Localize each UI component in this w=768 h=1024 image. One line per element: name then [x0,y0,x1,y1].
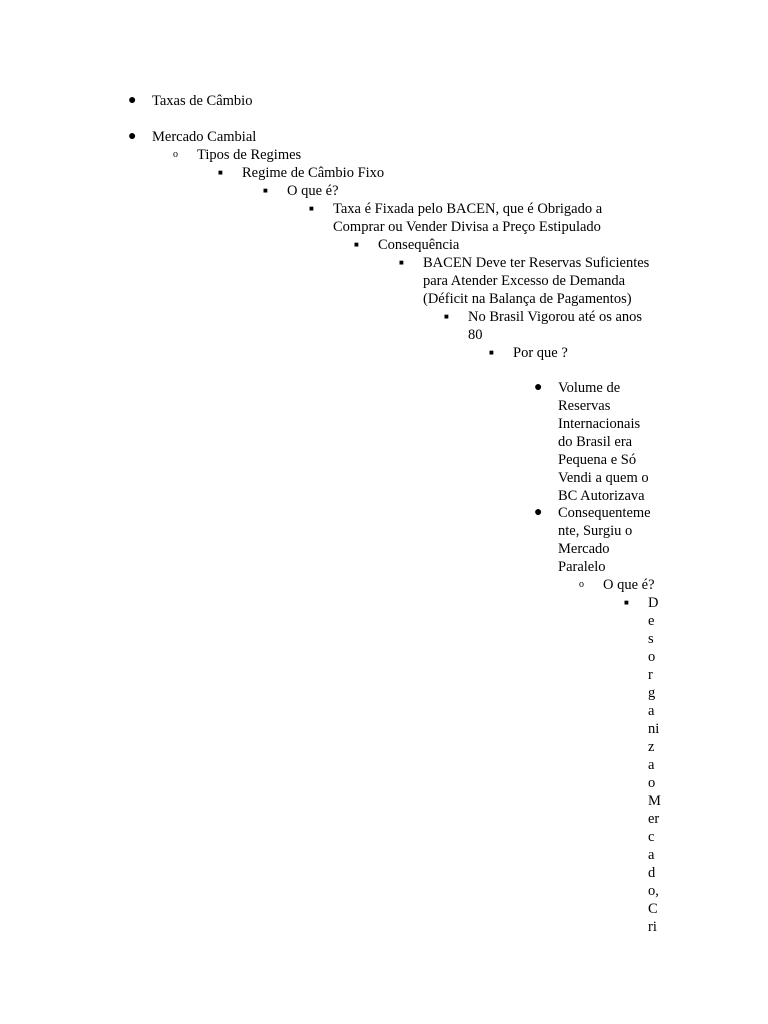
bullet-square-icon: ■ [218,168,223,177]
list-item-text: Consequência [378,237,460,253]
list-item-text: Regime de Câmbio Fixo [242,165,385,181]
list-item-text: O que é? [603,577,655,593]
list-item-level-1 [128,128,257,146]
list-item-level-5 [309,200,603,236]
list-item-text: Mercado Cambial [152,129,257,145]
list-item-text: No Brasil Vigorou até os anos 80 [468,309,643,343]
bullet-square-icon: ■ [489,348,494,357]
list-item-level-2 [173,146,302,164]
bullet-square-icon: ■ [444,312,449,321]
bullet-square-icon: ■ [399,258,404,267]
list-item-level-11 [579,576,655,594]
bullet-circle-icon: o [173,149,178,160]
list-item-level-10 [534,504,651,576]
list-item-text: Por que ? [513,345,568,361]
list-item-text: Volume de Reservas Internacionais do Brasil era Pequena e Só Vendi a quem o BC Autorizava [558,380,649,504]
bullet-square-icon: ■ [309,204,314,213]
list-item-text: Consequenteme nte, Surgiu o Mercado Paralelo [558,505,651,575]
list-item-text: D e s o r g a ni z a o M er c a d o, C ri [648,595,661,935]
list-item-level-1 [128,92,253,110]
bullet-square-icon: ■ [354,240,359,249]
list-item-level-9 [489,344,568,362]
list-item-text: Tipos de Regimes [197,147,302,163]
list-item-level-8 [444,308,643,344]
list-item-level-12 [624,594,661,936]
bullet-disc-icon: ● [128,129,137,144]
list-item-text: O que é? [287,183,339,199]
list-item-level-6 [354,236,460,254]
list-item-level-7 [399,254,650,308]
bullet-circle-icon: o [579,579,584,590]
list-item-level-3 [218,164,385,182]
list-item-level-4 [263,182,339,200]
bullet-square-icon: ■ [263,186,268,195]
bullet-disc-icon: ● [534,380,543,395]
bullet-disc-icon: ● [128,93,137,108]
bullet-disc-icon: ● [534,505,543,520]
list-item-text: Taxas de Câmbio [152,93,253,109]
list-item-level-10 [534,379,649,505]
list-item-text: Taxa é Fixada pelo BACEN, que é Obrigado a Comprar ou Vender Divisa a Preço Estipulado [333,201,603,235]
list-item-text: BACEN Deve ter Reservas Suficientes para Atender Excesso de Demanda (Déficit na Balança de Pagamentos) [423,255,650,307]
bullet-square-icon: ■ [624,598,629,607]
